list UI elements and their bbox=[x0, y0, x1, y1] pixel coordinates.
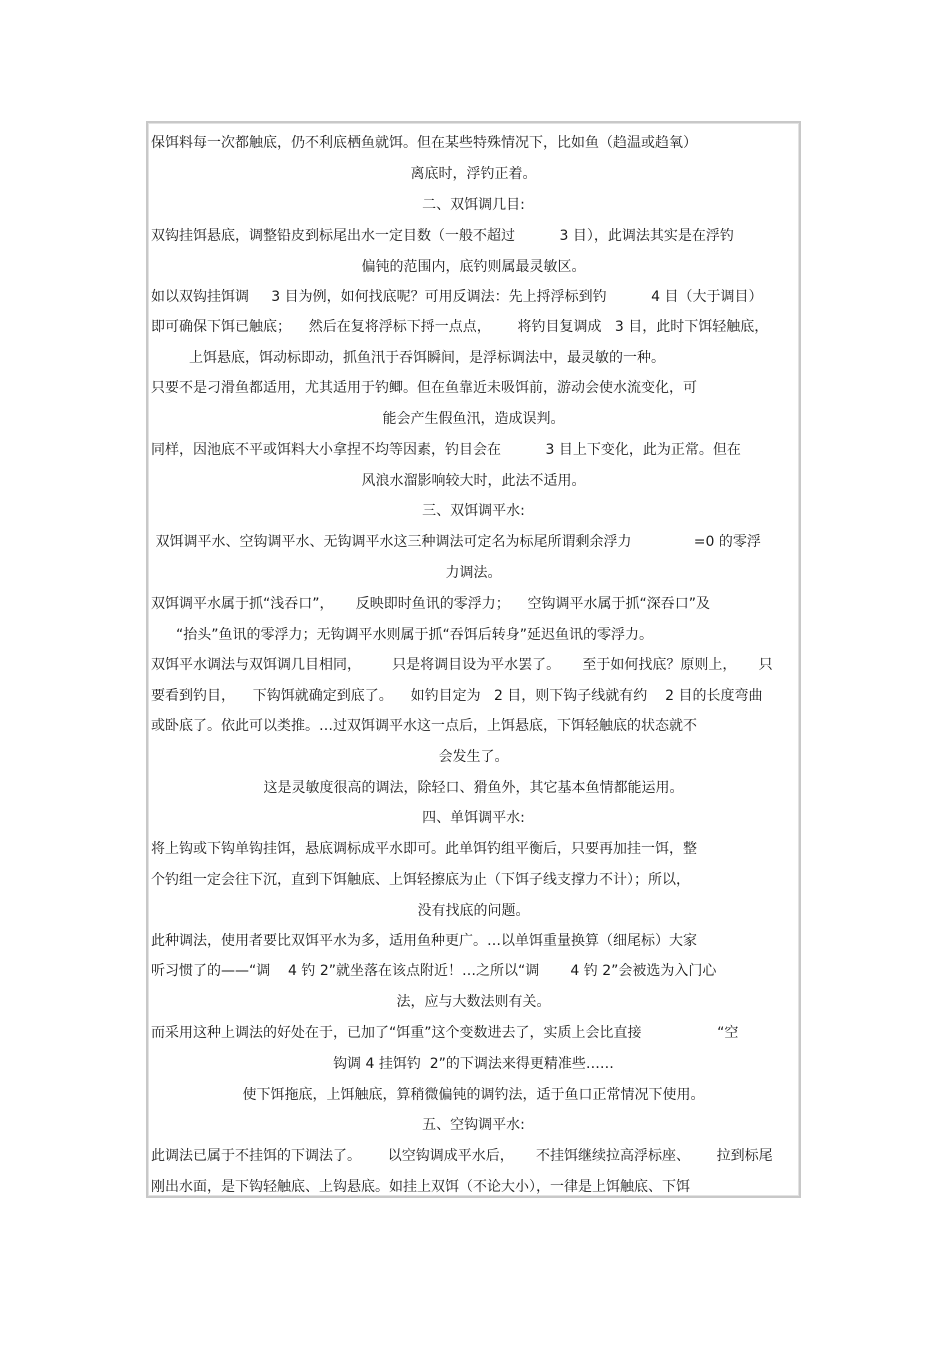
text-line: 使下饵拖底，上饵触底，算稍微偏钝的调钓法，适于鱼口正常情况下使用。 bbox=[242, 1087, 705, 1103]
text-line: 听习惯了的——“调 4 钓 2”就坐落在该点附近！…之所以“调 4 钓 2”会被选为入门心 bbox=[151, 963, 717, 979]
section-heading: 五、空钩调平水: bbox=[422, 1117, 525, 1133]
text-line: 双饵调平水属于抓“浅吞口”， 反映即时鱼讯的零浮力； 空钩调平水属于抓“深吞口”及 bbox=[151, 596, 711, 612]
text-line: 将上钩或下钩单钩挂饵，悬底调标成平水即可。此单饵钓组平衡后，只要再加挂一饵，整 bbox=[151, 841, 697, 857]
text-line: 即可确保下饵已触底； 然后在复将浮标下捋一点点， 将钓目复调成 3 目，此时下饵轻触底， bbox=[151, 319, 769, 335]
text-line: 个钓组一定会往下沉，直到下饵触底、上饵轻擦底为止（下饵子线支撑力不计）；所以， bbox=[151, 872, 690, 888]
text-line: 离底时，浮钓正着。 bbox=[410, 166, 537, 182]
section-heading: 二、双饵调几目: bbox=[422, 197, 525, 213]
text-line: 同样，因池底不平或饵料大小拿捏不均等因素，钓目会在 3 目上下变化，此为正常。但在 bbox=[151, 442, 741, 458]
text-line: 风浪水溜影响较大时，此法不适用。 bbox=[361, 473, 586, 489]
text-line: 双饵平水调法与双饵调几目相同， 只是将调目设为平水罢了。 至于如何找底？原则上， 只 bbox=[151, 657, 773, 673]
text-line: 此种调法，使用者要比双饵平水为多，适用鱼种更广。…以单饵重量换算（细尾标）大家 bbox=[151, 933, 697, 949]
text-line: 要看到钓目， 下钩饵就确定到底了。 如钓目定为 2 目，则下钩子线就有约 2 目的长度弯曲 bbox=[151, 688, 763, 704]
text-line: 双饵调平水、空钩调平水、无钩调平水这三种调法可定名为标尾所谓剩余浮力 =0 的零浮 bbox=[151, 534, 761, 550]
text-line: 只要不是刁滑鱼都适用，尤其适用于钓鲫。但在鱼靠近未吸饵前，游动会使水流变化，可 bbox=[151, 380, 697, 396]
text-line: 上饵悬底，饵动标即动，抓鱼汛于吞饵瞬间，是浮标调法中，最灵敏的一种。 bbox=[189, 350, 665, 366]
text-line: 钩调 4 挂饵钓 2”的下调法来得更精准些…… bbox=[333, 1056, 614, 1072]
text-line: 力调法。 bbox=[445, 565, 502, 581]
text-line: 双钩挂饵悬底，调整铅皮到标尾出水一定目数（一般不超过 3 目），此调法其实是在浮钓 bbox=[151, 228, 734, 244]
text-line: 这是灵敏度很高的调法，除轻口、猾鱼外，其它基本鱼情都能运用。 bbox=[263, 780, 684, 796]
text-line: “抬头”鱼讯的零浮力；无钩调平水则属于抓“吞饵后转身”延迟鱼讯的零浮力。 bbox=[176, 627, 654, 643]
text-line: 偏钝的范围内，底钓则属最灵敏区。 bbox=[361, 259, 586, 275]
section-heading: 三、双饵调平水: bbox=[422, 503, 525, 519]
text-line: 能会产生假鱼汛，造成误判。 bbox=[382, 411, 565, 427]
text-line: 而采用这种上调法的好处在于，已加了“饵重”这个变数进去了，实质上会比直接 “空 bbox=[151, 1025, 739, 1041]
text-line: 如以双钩挂饵调 3 目为例，如何找底呢？可用反调法：先上捋浮标到钓 4 目（大于调目） bbox=[151, 289, 763, 305]
text-line: 此调法已属于不挂饵的下调法了。 以空钩调成平水后， 不挂饵继续拉高浮标座、 拉到标尾 bbox=[151, 1148, 773, 1164]
text-line: 没有找底的问题。 bbox=[417, 903, 530, 919]
text-line: 会发生了。 bbox=[438, 749, 509, 765]
section-heading: 四、单饵调平水: bbox=[422, 810, 525, 826]
text-line: 保饵料每一次都触底，仍不利底栖鱼就饵。但在某些特殊情况下，比如鱼（趋温或趋氧） bbox=[151, 135, 697, 151]
text-line: 或卧底了。依此可以类推。…过双饵调平水这一点后，上饵悬底，下饵轻触底的状态就不 bbox=[151, 718, 697, 734]
text-line: 法，应与大数法则有关。 bbox=[396, 994, 551, 1010]
text-line: 刚出水面，是下钩轻触底、上钩悬底。如挂上双饵（不论大小），一律是上饵触底、下饵 bbox=[151, 1179, 690, 1195]
